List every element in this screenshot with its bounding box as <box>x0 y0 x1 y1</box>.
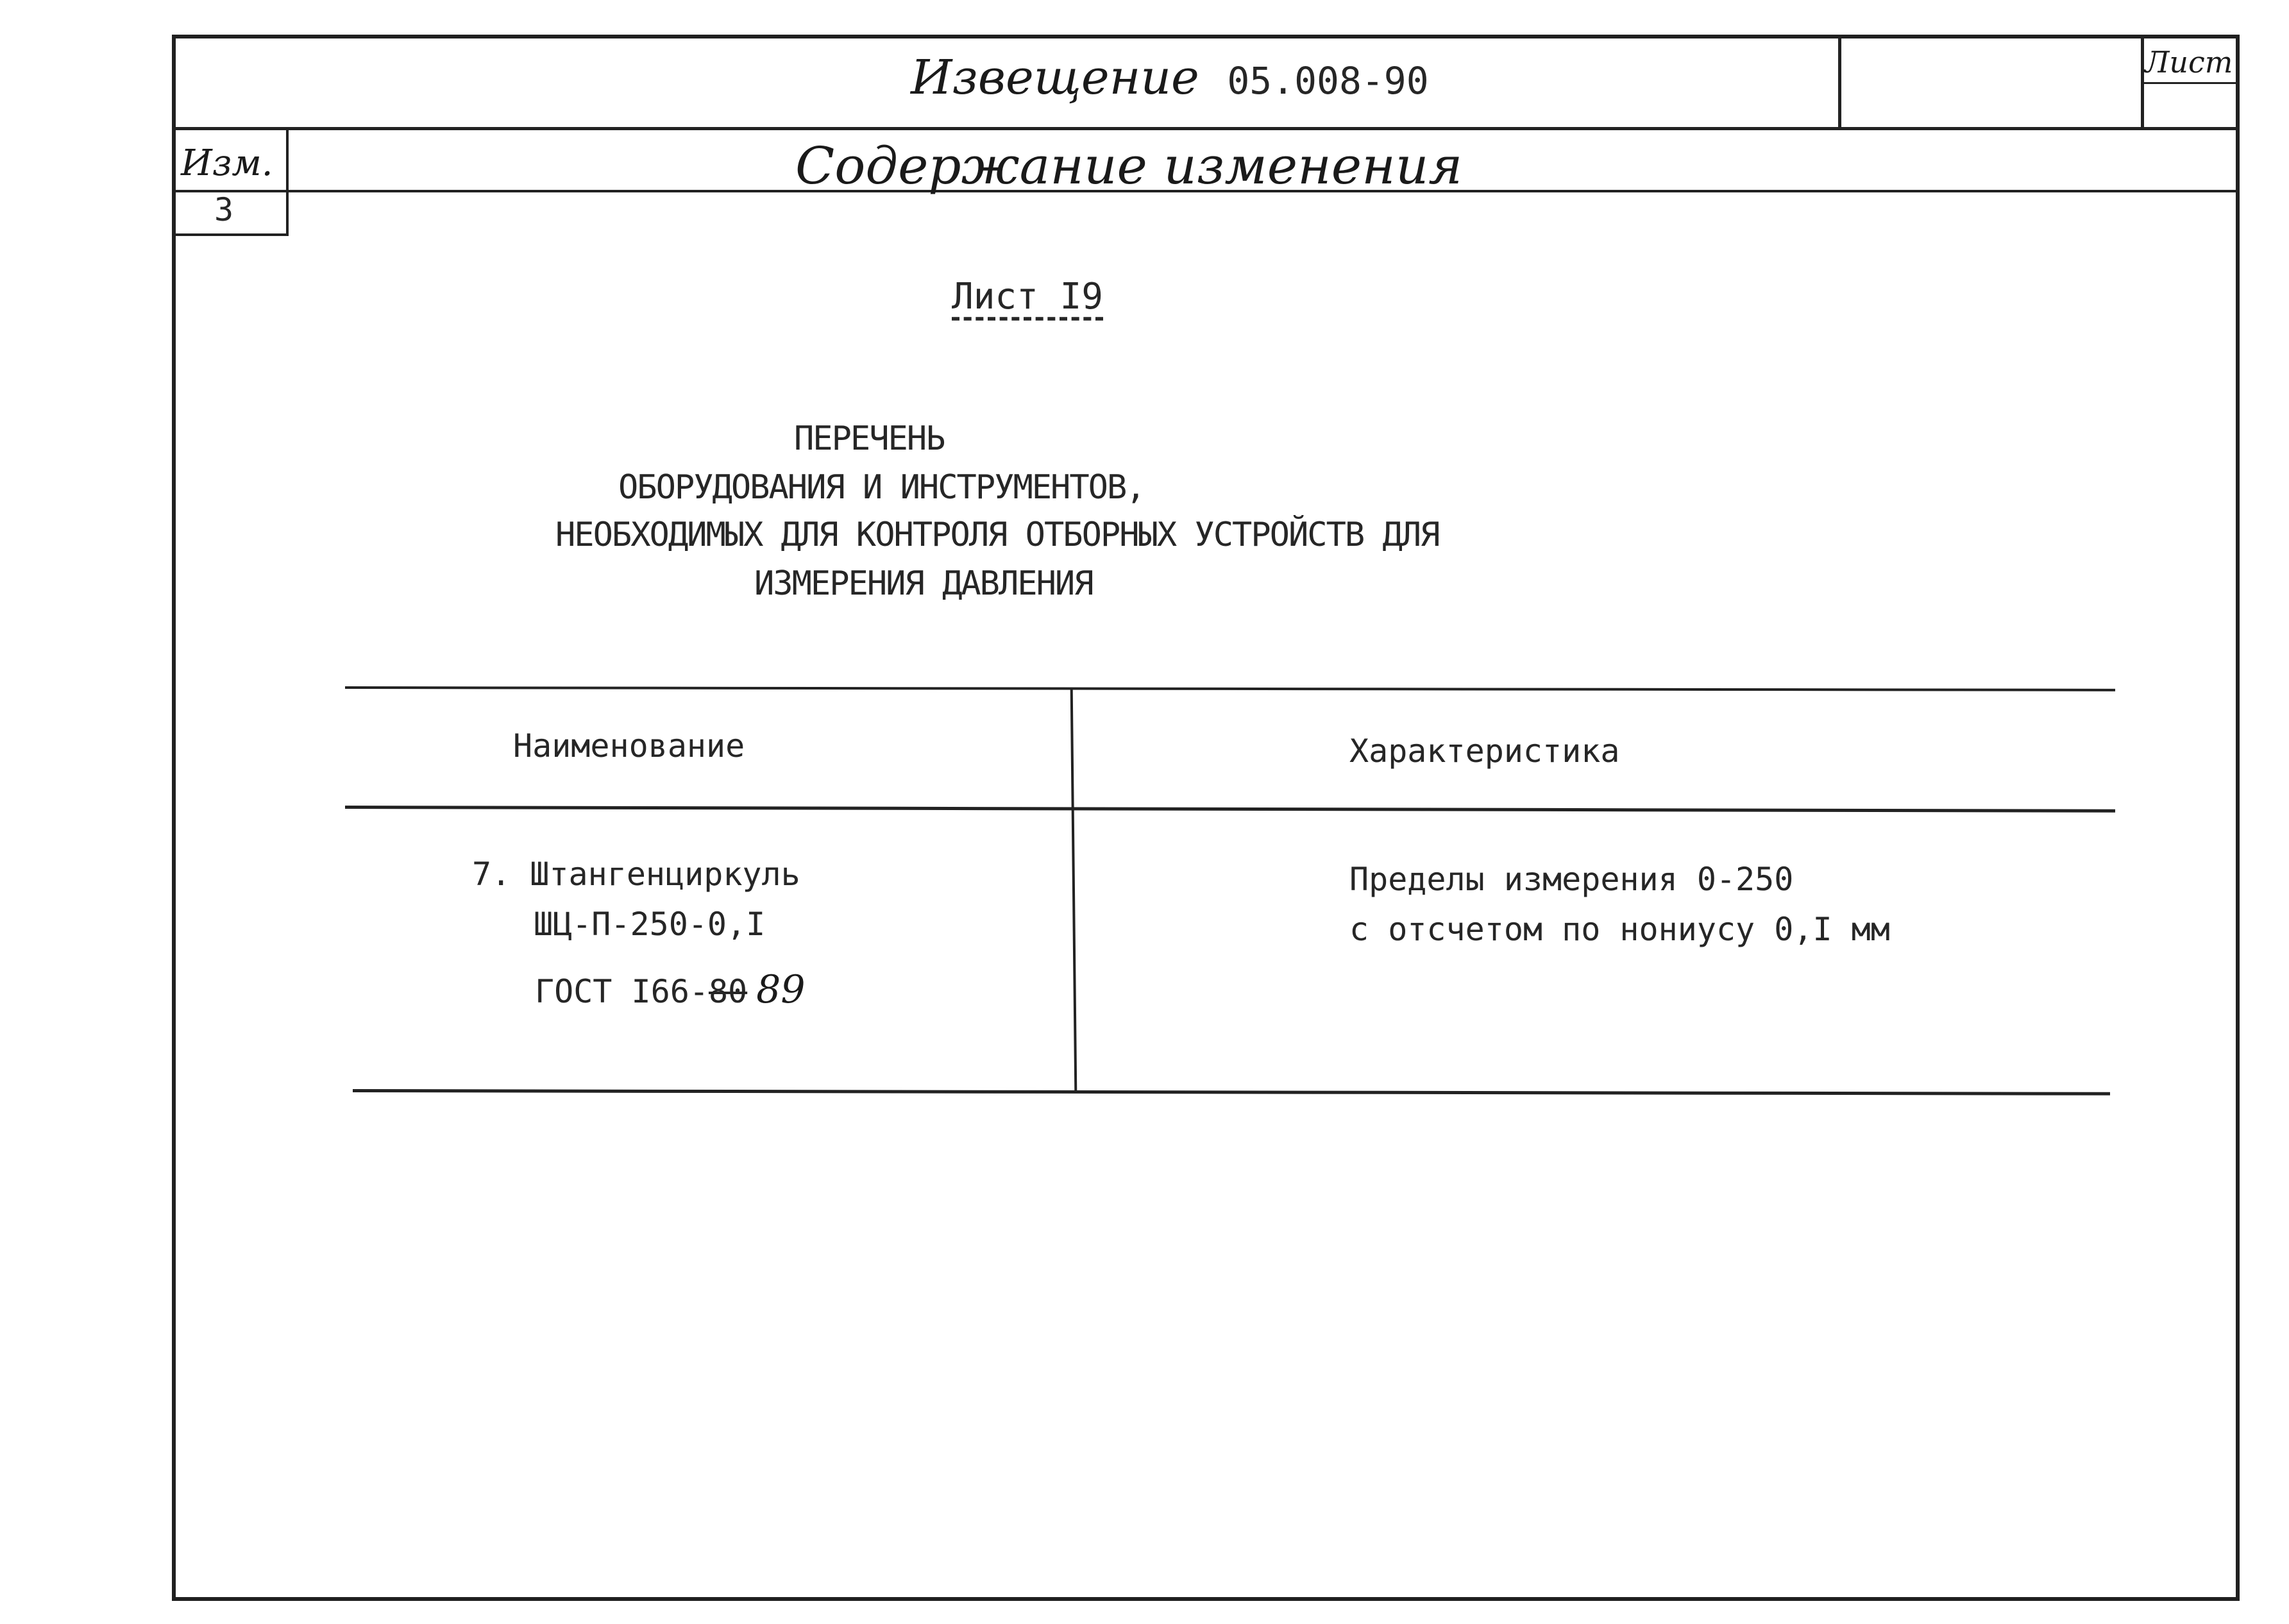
row-char-line-2: с отсчетом по нониусу 0,I мм <box>1349 911 1890 948</box>
heading-line-3: НЕОБХОДИМЫХ ДЛЯ КОНТРОЛЯ ОТБОРНЫХ УСТРОЙСТВ ДЛЯ <box>555 516 1439 554</box>
gost-struck-year: 80 <box>708 973 748 1010</box>
heading-line-4: ИЗМЕРЕНИЯ ДАВЛЕНИЯ <box>754 564 1093 603</box>
change-col-separator <box>286 128 289 236</box>
content-title: Содержание изменения <box>795 136 1463 196</box>
heading-line-1: ПЕРЕЧЕНЬ <box>794 419 945 458</box>
row-name-line-2: ШЦ-П-250-0,I <box>534 906 766 943</box>
row-char-line-1: Пределы измерения 0-250 <box>1349 861 1794 898</box>
column-header-name: Наименование <box>513 727 745 765</box>
sheet-title: Лист I9 <box>952 276 1104 317</box>
header-separator-1 <box>1838 35 1841 130</box>
gost-corrected-year: 89 <box>756 967 806 1012</box>
heading-line-2: ОБОРУДОВАНИЯ И ИНСТРУМЕНТОВ, <box>618 468 1145 507</box>
change-col-label: Изм. <box>181 142 273 184</box>
header-divider <box>172 127 2240 130</box>
column-header-characteristic: Характеристика <box>1349 732 1620 770</box>
notice-title <box>911 50 1429 105</box>
gost-prefix: ГОСТ I66- <box>535 973 709 1010</box>
page-frame <box>172 35 2240 1601</box>
row-name-line-3 <box>535 967 806 1012</box>
notice-number: 05.008-90 <box>1227 59 1429 103</box>
change-number-bottom <box>174 233 289 236</box>
sheet-label: Лист <box>2145 45 2233 80</box>
change-number: 3 <box>214 191 234 228</box>
row-name-line-1: 7. Штангенциркуль <box>472 856 800 893</box>
notice-handwritten: Извещение <box>911 50 1199 105</box>
sheet-cell-divider <box>2141 82 2240 84</box>
